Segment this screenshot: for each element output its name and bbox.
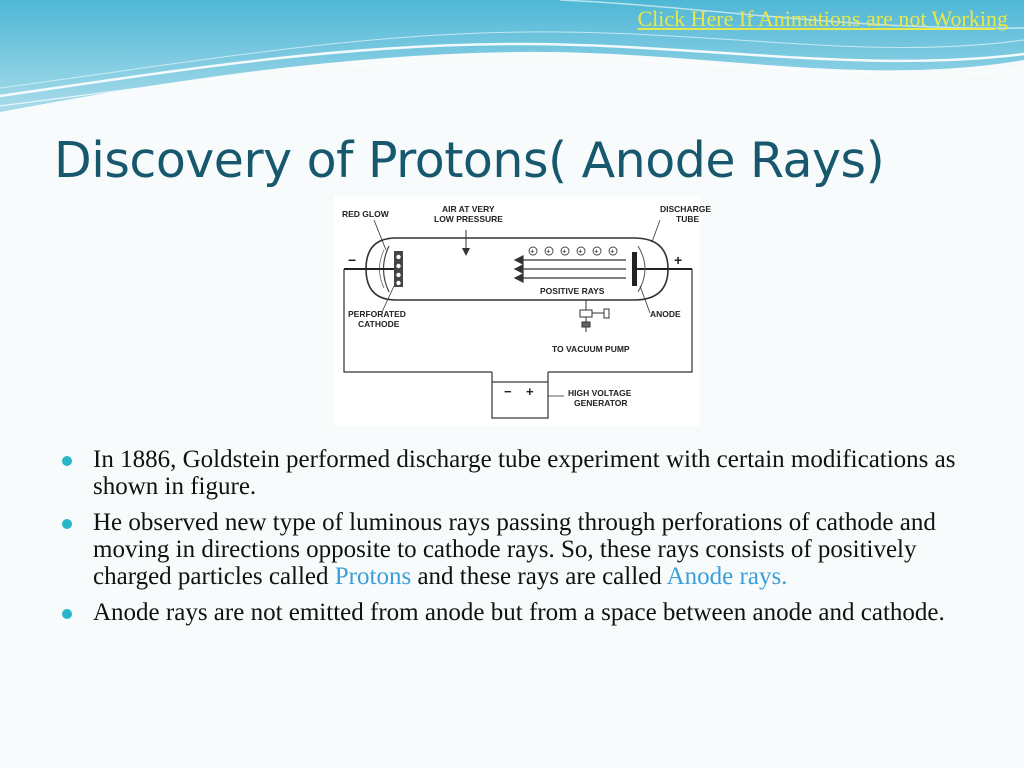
label-positive-rays: POSITIVE RAYS [540, 286, 605, 296]
svg-text:+: + [562, 249, 567, 256]
bullet-list [60, 446, 980, 635]
bullet-text: In 1886, Goldstein performed discharge tube experiment with certain modifications as shown in figure. [93, 446, 956, 500]
label-minus: − [348, 252, 357, 268]
label-generator-minus: − [504, 384, 512, 399]
highlight-anode-rays: Anode rays. [666, 563, 788, 590]
positive-ions [529, 247, 617, 255]
discharge-tube-diagram [334, 196, 712, 426]
vacuum-valve [580, 300, 609, 332]
svg-text:+: + [594, 249, 599, 256]
label-generator-plus: + [526, 384, 534, 399]
bullet-item-emission [60, 599, 980, 626]
svg-text:+: + [578, 249, 583, 256]
label-air-2: LOW PRESSURE [434, 214, 503, 224]
bullet-item-goldstein [60, 446, 980, 500]
positive-ray-arrows [515, 256, 626, 282]
bullet-item-observation [60, 509, 980, 590]
bullet-dot-icon [62, 519, 72, 529]
bullet-dot-icon [62, 456, 72, 466]
label-discharge-2: TUBE [676, 214, 700, 224]
label-vacuum-pump: TO VACUUM PUMP [552, 344, 630, 354]
highlight-protons: Protons [334, 563, 412, 590]
label-hv-1: HIGH VOLTAGE [568, 388, 632, 398]
slide-title: Discovery of Protons( Anode Rays) [54, 132, 885, 189]
diagram-svg [334, 196, 712, 426]
label-plus: + [674, 252, 683, 268]
label-perforated-1: PERFORATED [348, 309, 406, 319]
label-air-1: AIR AT VERY [442, 204, 495, 214]
bullet-text: He observed new type of luminous rays passing through perforations of cathode and moving in directions opposite to cathode rays. So, these rays consists of positively charged particles called [93, 509, 936, 590]
high-voltage-generator [492, 382, 548, 418]
label-perforated-2: CATHODE [358, 319, 400, 329]
label-red-glow: RED GLOW [342, 209, 389, 219]
bullet-text: Anode rays are not emitted from anode but from a space between anode and cathode. [93, 599, 945, 626]
label-discharge-1: DISCHARGE [660, 204, 712, 214]
animations-help-link[interactable]: Click Here If Animations are not Working [637, 6, 1008, 31]
bullet-text: and these rays are called [411, 563, 667, 590]
anode-plate [632, 252, 637, 286]
svg-text:+: + [530, 249, 535, 256]
svg-text:+: + [610, 249, 615, 256]
label-anode: ANODE [650, 309, 681, 319]
bullet-dot-icon [62, 609, 72, 619]
label-hv-2: GENERATOR [574, 398, 628, 408]
svg-text:+: + [546, 249, 551, 256]
